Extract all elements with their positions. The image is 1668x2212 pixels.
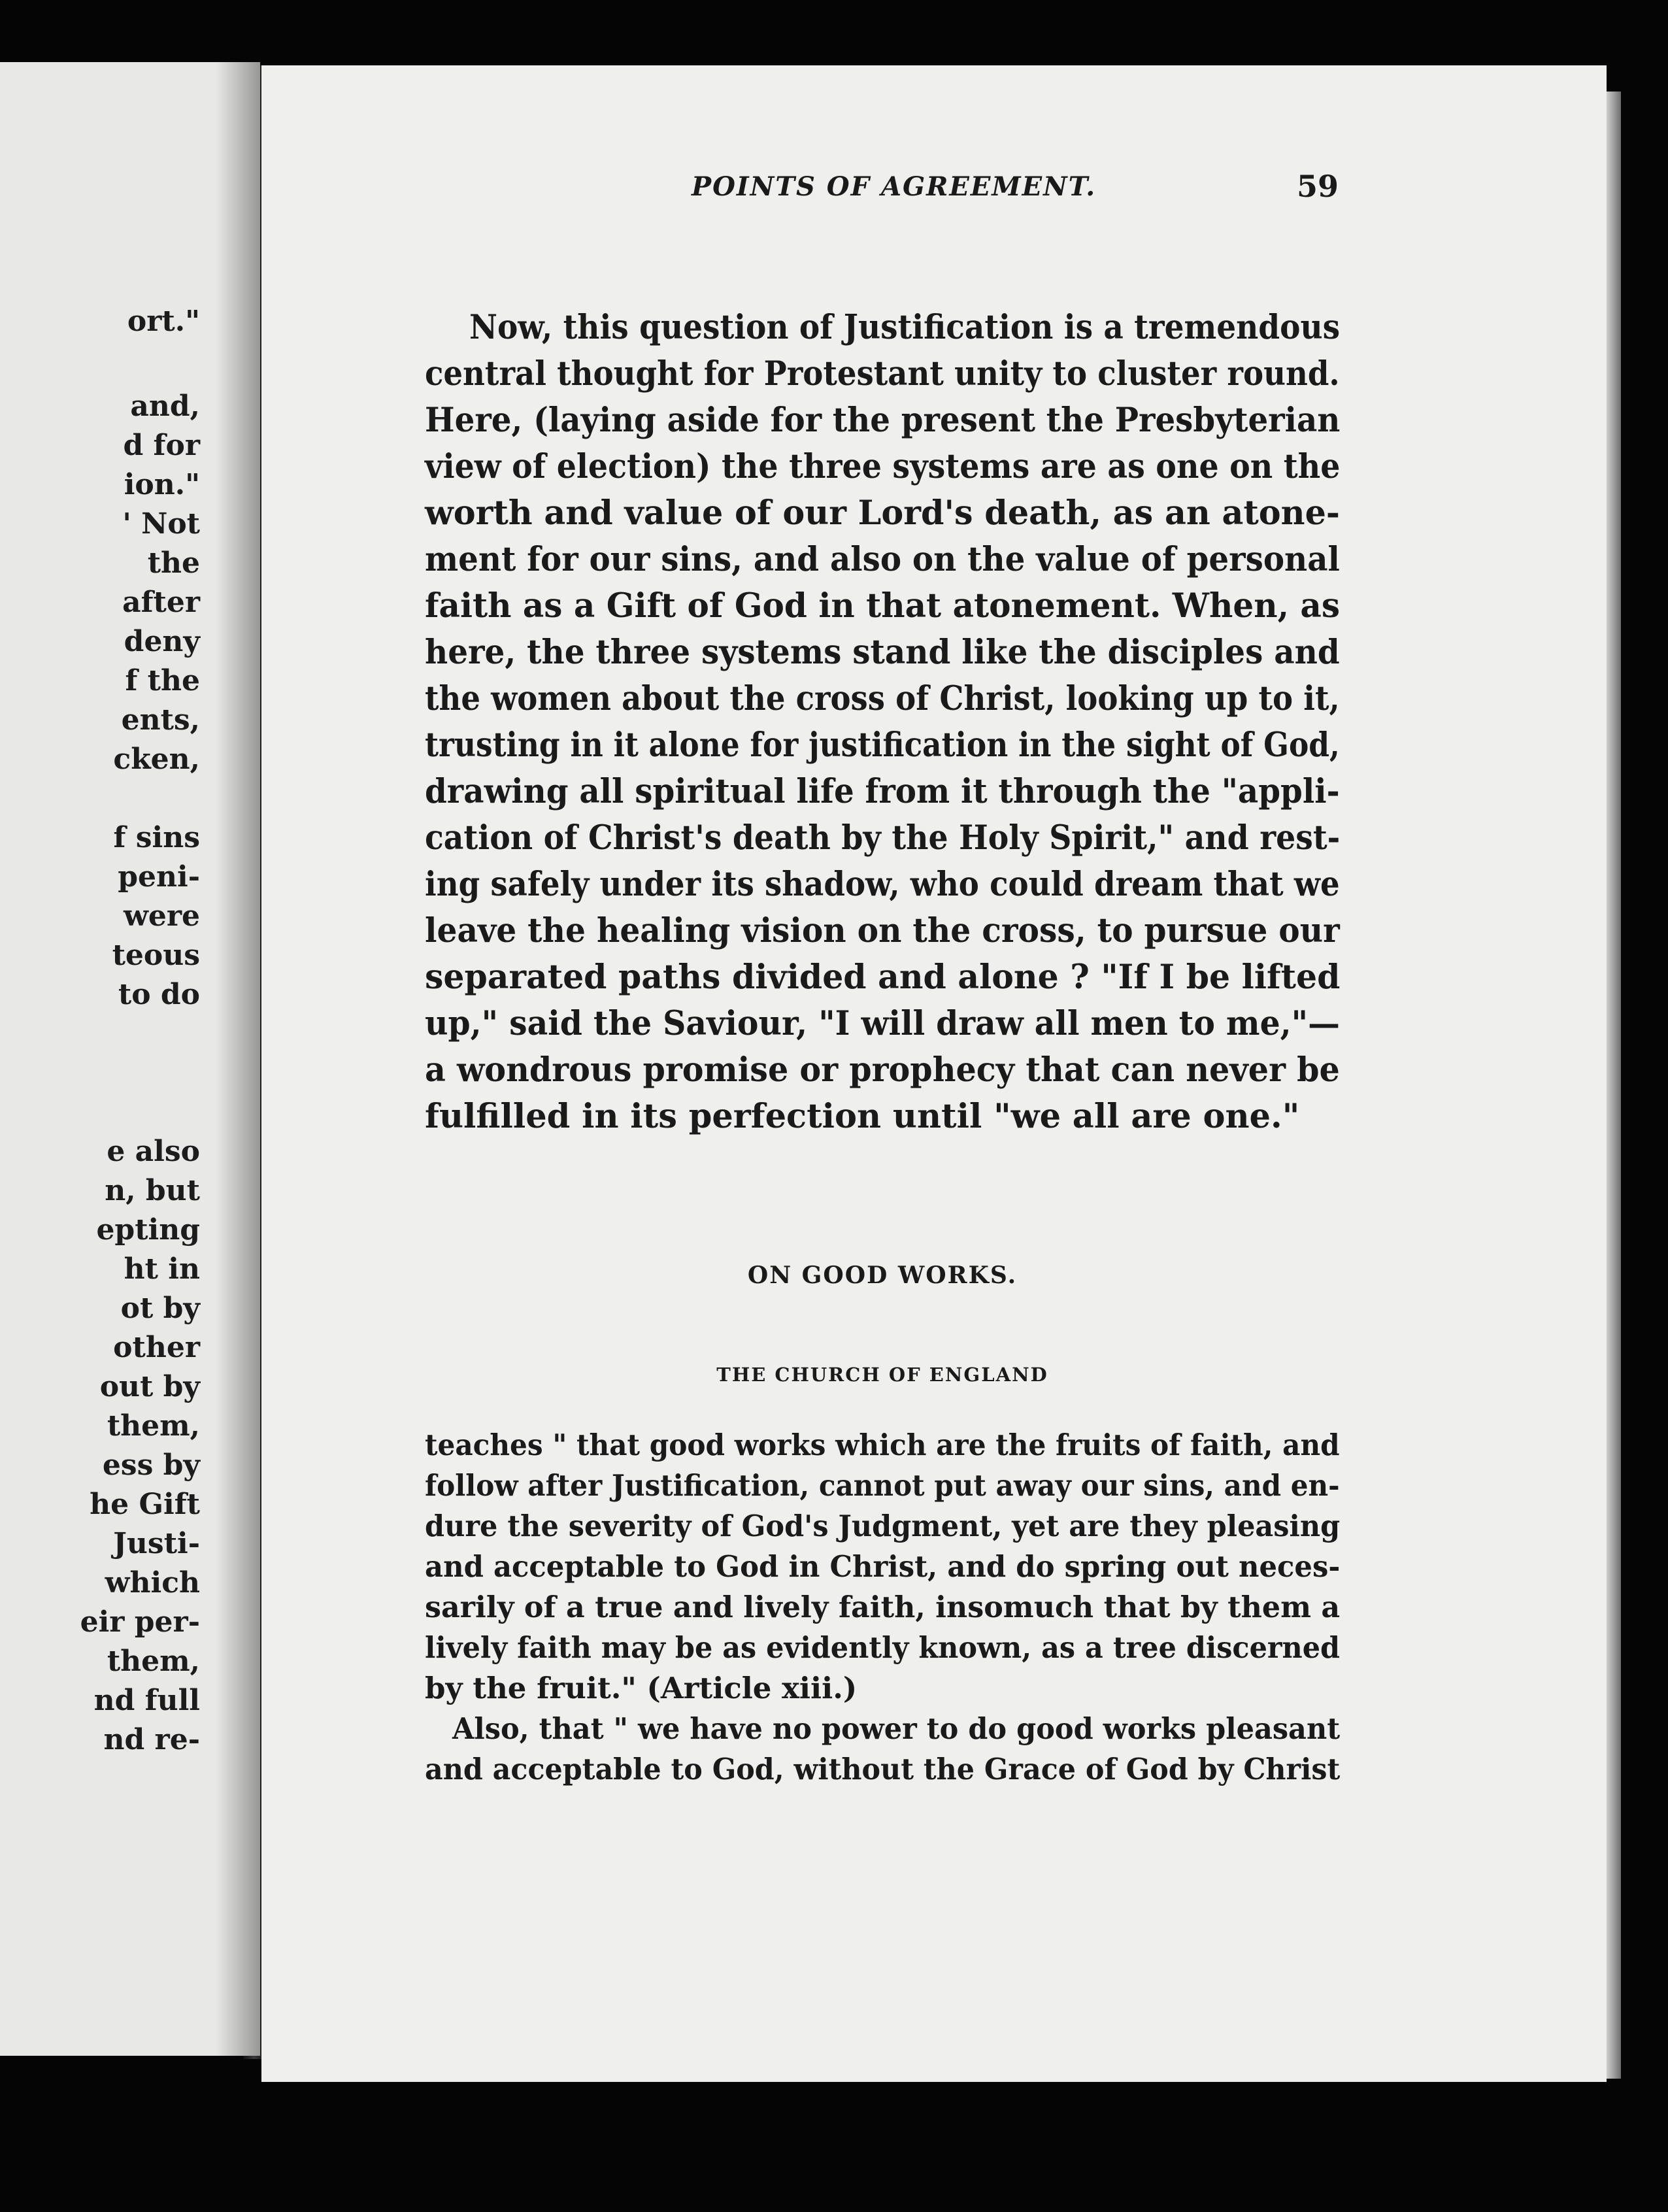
text-line: here, the three systems stand like the disciples and [425,633,1340,672]
left-page-fragment: epting [96,1213,200,1247]
left-page-fragment: out by [99,1370,200,1403]
left-page-fragment: f sins [113,821,200,854]
text-line: and acceptable to God in Christ, and do spring out neces- [425,1549,1341,1584]
text-line: and acceptable to God, without the Grace of God by Christ [425,1752,1341,1786]
left-page-fragment: were [123,899,200,933]
left-page-fragment: ents, [121,703,200,737]
left-page-fragment: after [122,586,200,619]
text-line: by the fruit." (Article xiii.) [425,1671,858,1705]
left-page-fragment: other [113,1331,200,1364]
text-line: teaches " that good works which are the fruits of faith, and [425,1428,1340,1462]
left-page-fragment: them, [107,1645,200,1678]
left-facing-page [0,62,260,2056]
left-page-fragment: ht in [124,1252,200,1286]
text-line: ing safely under its shadow, who could dream that we [425,865,1340,904]
running-head [431,171,1339,210]
left-page-fragment: eir per- [80,1605,200,1639]
text-line: central thought for Protestant unity to cluster round. [425,354,1340,394]
left-page-fragment: them, [107,1409,200,1443]
text-line: a wondrous promise or prophecy that can never be [425,1050,1340,1090]
text-line: drawing all spiritual life from it through the "appli- [425,772,1340,811]
left-page-fragment: e also [107,1135,200,1168]
text-line: up," said the Saviour, "I will draw all men to me,"— [425,1004,1340,1043]
left-page-fragment: Justi- [113,1527,200,1560]
gutter-shadow [216,62,260,2056]
left-page-fragment: f the [125,664,200,697]
text-line: faith as a Gift of God in that atonement. When, as [425,586,1341,626]
text-line: leave the healing vision on the cross, to pursue our [425,911,1340,950]
left-page-fragment: he Gift [90,1488,200,1521]
paragraph-no-power [425,1709,1340,1790]
subsection-heading: THE CHURCH OF ENGLAND [716,1364,1048,1386]
text-line: cation of Christ's death by the Holy Spirit," and rest- [425,818,1341,858]
text-line: follow after Justification, cannot put away our sins, and en- [425,1468,1340,1503]
page-stack-edge [1607,92,1621,2079]
left-page-fragment: ot by [120,1292,200,1325]
text-line: fulfilled in its perfection until "we all are one." [425,1097,1300,1136]
text-line: trusting in it alone for justification in the sight of God, [425,726,1340,765]
left-page-fragment: nd full [93,1684,200,1717]
left-page-fragment: n, but [105,1174,200,1207]
left-page-fragment: ' Not [122,507,200,541]
left-page-fragment: d for [123,429,200,462]
text-line: dure the severity of God's Judgment, yet are they pleasing [425,1509,1341,1543]
text-line: Now, this question of Justification is a tremendous [469,308,1341,347]
text-line: ment for our sins, and also on the value of personal [425,540,1340,579]
left-page-fragment: to do [118,978,200,1011]
left-page-fragment: peni- [118,860,200,894]
left-page-fragment: deny [124,625,200,658]
left-page-fragment: the [147,546,200,580]
text-line: the women about the cross of Christ, looking up to it, [425,679,1340,718]
left-page-fragment: ion." [124,468,200,501]
text-line: lively faith may be as evidently known, as a tree discerned [425,1630,1341,1665]
paragraph-good-works [425,1425,1340,1709]
text-line: view of election) the three systems are as one on the [425,447,1341,486]
text-line: Here, (laying aside for the present the Presbyterian [425,401,1341,440]
left-page-fragment: nd re- [103,1723,200,1756]
left-page-fragment: which [105,1566,200,1600]
text-line: Also, that " we have no power to do good works pleasant [452,1711,1341,1746]
text-line: worth and value of our Lord's death, as an atone- [425,494,1340,533]
left-page-fragment: and, [130,390,200,423]
left-page-fragment: ess by [102,1449,200,1482]
left-page-fragment: teous [112,939,200,972]
text-line: sarily of a true and lively faith, insomuch that by them a [425,1590,1341,1624]
text-line: separated paths divided and alone ? "If I be lifted [425,958,1341,997]
running-head-title: POINTS OF AGREEMENT. [692,171,1097,202]
left-page-fragment: ort." [127,305,200,338]
section-heading: ON GOOD WORKS. [747,1262,1018,1289]
page-number: 59 [1296,169,1339,204]
left-page-fragment: cken, [113,743,200,776]
paragraph-justification [425,305,1340,1140]
